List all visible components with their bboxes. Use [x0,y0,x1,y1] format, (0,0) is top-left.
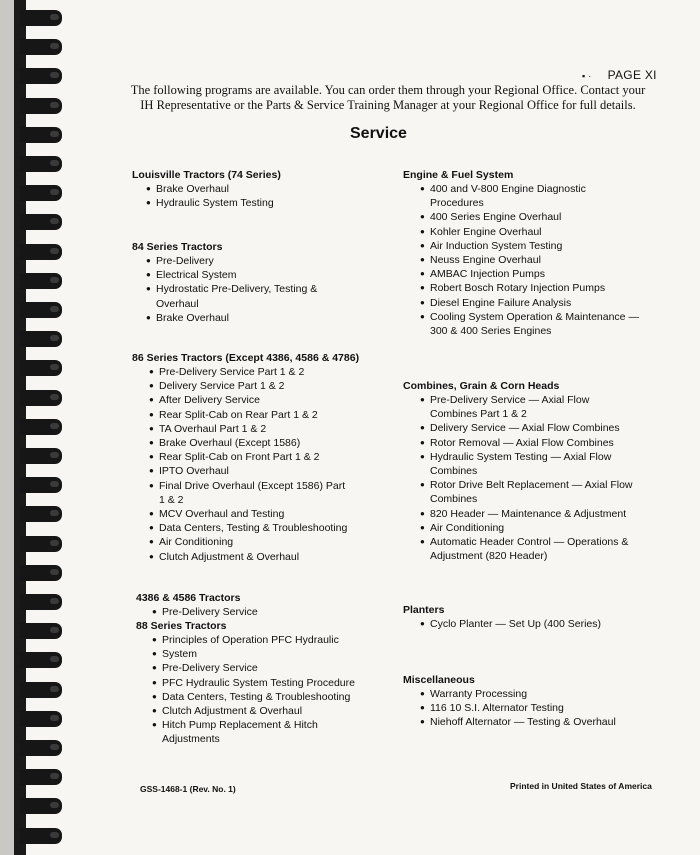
list-item: ● Clutch Adjustment & Overhaul [149,550,359,564]
binding-coil [20,273,62,289]
list-item: ● 400 Series Engine Overhaul [420,210,655,224]
binding-coil [20,623,62,639]
binding-coil [20,244,62,260]
list-item: ● IPTO Overhaul [149,464,359,478]
list-item: ● Neuss Engine Overhaul [420,253,655,267]
binding-coil [20,536,62,552]
list-item: ● Pre-Delivery [146,254,341,268]
binding-coil [20,360,62,376]
list-item: ● MCV Overhaul and Testing [149,507,359,521]
section-4386-4586-tractors [136,591,258,619]
list-item: ● Cooling System Operation & Maintenance — 300 & 400 Series Engines [420,310,655,338]
section-heading: Planters [403,604,445,616]
list-item: ● Brake Overhaul [146,311,341,325]
section-heading: Engine & Fuel System [403,169,514,181]
section-88-series-tractors [136,619,372,747]
section-heading: Miscellaneous [403,674,475,686]
binding-shadow [0,0,14,855]
section-86-series-tractors [132,351,359,564]
program-list [152,633,372,747]
list-item: ● Delivery Service Part 1 & 2 [149,379,359,393]
program-list [420,617,601,631]
list-item: ● AMBAC Injection Pumps [420,267,655,281]
list-item: ● Final Drive Overhaul (Except 1586) Part 1 & 2 [149,479,349,507]
list-item: ● Pre-Delivery Service [152,661,372,675]
page-number [582,68,657,82]
page-title: Service [350,125,407,142]
list-item: ● Data Centers, Testing & Troubleshooting [152,690,372,704]
list-item: ● Robert Bosch Rotary Injection Pumps [420,281,655,295]
intro-paragraph: The following programs are available. You can order them through your Regional Office. Contact your IH Representative or the Parts & Service Training Manager at your Regional Office for full details. [130,83,646,112]
list-item: ● Clutch Adjustment & Overhaul [152,704,372,718]
list-item: ● Electrical System [146,268,341,282]
binding-coil [20,302,62,318]
binding-coil [20,652,62,668]
program-list [149,365,359,564]
binding-coil [20,214,62,230]
section-heading: Louisville Tractors (74 Series) [132,169,281,181]
binding-coil [20,448,62,464]
list-item: ● Hitch Pump Replacement & Hitch Adjustments [152,718,352,746]
section-heading: Combines, Grain & Corn Heads [403,380,560,392]
binding-coil [20,390,62,406]
program-list [420,393,645,563]
list-item: ● Rear Split-Cab on Rear Part 1 & 2 [149,408,359,422]
list-item: ● Hydrostatic Pre-Delivery, Testing & Overhaul [146,282,341,310]
binding-coil [20,156,62,172]
binding-coil [20,798,62,814]
list-item: ● Air Conditioning [420,521,645,535]
list-item: ● Warranty Processing [420,687,616,701]
header-marks: ▪ · [582,71,592,81]
list-item: ● System [152,647,372,661]
binding-coil [20,98,62,114]
binding-coil [20,127,62,143]
program-list [132,254,341,325]
binding-coil [20,185,62,201]
binding-coil [20,419,62,435]
program-list [132,182,281,210]
binding-coil [20,331,62,347]
list-item: ● Rotor Removal — Axial Flow Combines [420,436,645,450]
section-heading: 84 Series Tractors [132,241,223,253]
list-item: ● Niehoff Alternator — Testing & Overhaul [420,715,616,729]
program-list [420,182,655,338]
section-84-series-tractors [132,240,341,325]
section-engine-fuel-system [403,168,655,338]
binding-coil [20,477,62,493]
list-item: ● Automatic Header Control — Operations & Adjustment (820 Header) [420,535,645,563]
list-item: ● 116 10 S.I. Alternator Testing [420,701,616,715]
document-page [62,0,700,855]
page-number-text: PAGE XI [607,68,657,82]
list-item: ● TA Overhaul Part 1 & 2 [149,422,359,436]
binding-coil [20,769,62,785]
list-item: ● Kohler Engine Overhaul [420,225,655,239]
document-number: GSS-1468-1 (Rev. No. 1) [140,784,236,794]
section-combines-grain-corn-heads [403,379,645,563]
list-item: ● Pre-Delivery Service — Axial Flow Combines Part 1 & 2 [420,393,620,421]
program-list [420,687,616,730]
binding-coil [20,39,62,55]
binding-coil [20,711,62,727]
binding-coil [20,10,62,26]
binding-coil [20,68,62,84]
binding-coil [20,594,62,610]
list-item: ● Pre-Delivery Service [152,605,258,619]
list-item: ● 400 and V-800 Engine Diagnostic Procedures [420,182,630,210]
list-item: ● PFC Hydraulic System Testing Procedure [152,676,372,690]
section-heading: 88 Series Tractors [136,620,227,632]
list-item: ● Brake Overhaul (Except 1586) [149,436,359,450]
list-item: ● Air Conditioning [149,535,359,549]
list-item: ● Rotor Drive Belt Replacement — Axial Flow Combines [420,478,640,506]
list-item: ● Hydraulic System Testing [146,196,281,210]
list-item: ● Cyclo Planter — Set Up (400 Series) [420,617,601,631]
list-item: ● Air Induction System Testing [420,239,655,253]
section-miscellaneous [403,673,616,730]
section-louisville-tractors [132,168,281,210]
list-item: ● Diesel Engine Failure Analysis [420,296,655,310]
list-item: ● Rear Split-Cab on Front Part 1 & 2 [149,450,359,464]
list-item: ● Brake Overhaul [146,182,281,196]
binding-coil [20,682,62,698]
program-list [152,605,258,619]
binding-coil [20,506,62,522]
printed-note: Printed in United States of America [510,781,652,791]
list-item: ● Hydraulic System Testing — Axial Flow Combines [420,450,640,478]
list-item: ● Pre-Delivery Service Part 1 & 2 [149,365,359,379]
section-heading: 86 Series Tractors (Except 4386, 4586 & 4786) [132,352,360,364]
list-item: ● Data Centers, Testing & Troubleshooting [149,521,359,535]
section-planters [403,603,601,631]
list-item: ● 820 Header — Maintenance & Adjustment [420,507,645,521]
binding-coil [20,565,62,581]
section-heading: 4386 & 4586 Tractors [136,592,241,604]
list-item: ● Principles of Operation PFC Hydraulic [152,633,372,647]
list-item: ● After Delivery Service [149,393,359,407]
spiral-binding [0,0,62,855]
list-item: ● Delivery Service — Axial Flow Combines [420,421,645,435]
binding-coil [20,740,62,756]
binding-coil [20,828,62,844]
